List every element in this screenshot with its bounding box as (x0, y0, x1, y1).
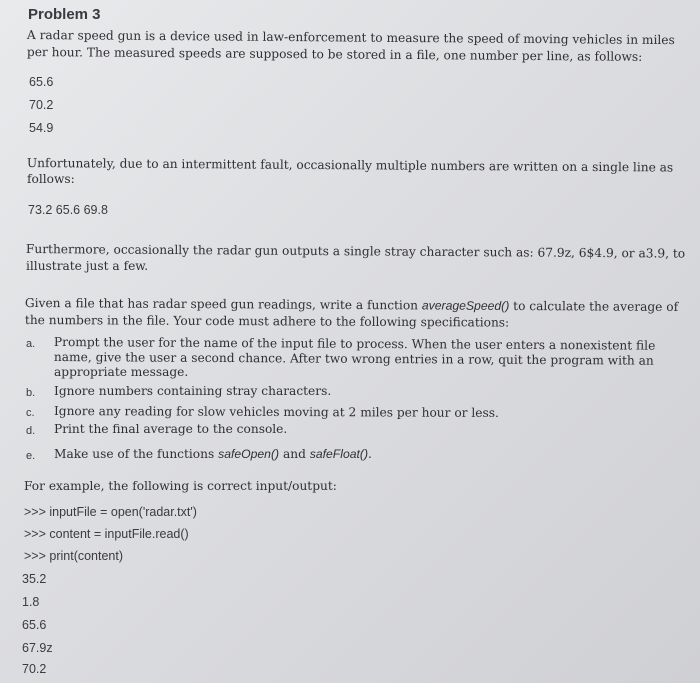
spec-text: and (279, 447, 310, 461)
spec-item-label: c. (26, 407, 35, 419)
multi-line-sample: 73.2 65.6 69.8 (28, 203, 108, 217)
stray-line-1: Furthermore, occasionally the radar gun outputs a single stray character such as: 67.9z, 6$4.9, or a3.9, to (25, 241, 686, 261)
function-name: safeOpen() (218, 447, 280, 461)
spec-item-label: e. (26, 450, 36, 462)
output-value: 1.8 (22, 595, 40, 609)
fault-line-1: Unfortunately, due to an intermittent fault, occasionally multiple numbers are written on a single line as (26, 155, 674, 175)
spec-item-text: name, give the user a second chance. After two wrong entries in a row, quit the program with an (53, 350, 654, 368)
function-name: averageSpeed() (421, 298, 510, 313)
task-text: Given a file that has radar speed gun readings, write a function (24, 295, 422, 313)
fault-line-2: follows: (27, 172, 75, 186)
task-line-2: the numbers in the file. Your code must adhere to the following specifications: (24, 313, 510, 330)
problem-title: Problem 3 (28, 6, 101, 23)
code-line: >>> inputFile = open('radar.txt') (24, 505, 197, 519)
spec-item-text: Ignore any reading for slow vehicles moving at 2 miles per hour or less. (53, 404, 499, 420)
code-line: >>> content = inputFile.read() (24, 527, 189, 541)
sample-value: 65.6 (29, 75, 54, 89)
spec-item-text: Prompt the user for the name of the input file to process. When the user enters a nonexistent file (53, 335, 656, 353)
output-value: 67.9z (22, 641, 53, 655)
spec-item-text (54, 447, 372, 462)
spec-item-label: b. (26, 387, 36, 399)
spec-item-text: Print the final average to the console. (54, 422, 288, 436)
spec-text: Make use of the functions (54, 447, 219, 461)
task-text: to calculate the average of (509, 298, 679, 314)
output-value: 65.6 (22, 618, 47, 632)
spec-item-text: Ignore numbers containing stray characters. (54, 384, 332, 398)
example-intro: For example, the following is correct input/output: (24, 479, 337, 493)
stray-line-2: illustrate just a few. (26, 259, 149, 273)
spec-item-label: a. (26, 338, 36, 350)
code-line: >>> print(content) (24, 549, 124, 563)
spec-text: . (368, 447, 372, 461)
output-value: 70.2 (22, 662, 47, 676)
spec-item-label: d. (26, 425, 36, 437)
intro-line-1: A radar speed gun is a device used in law-enforcement to measure the speed of moving vehicles in miles (26, 27, 675, 48)
sample-value: 54.9 (29, 121, 54, 135)
sample-value: 70.2 (29, 98, 54, 112)
function-name: safeFloat() (309, 447, 368, 461)
spec-item-text: appropriate message. (54, 365, 189, 379)
intro-line-2: per hour. The measured speeds are supposed to be stored in a file, one number per line, as follows: (26, 44, 643, 64)
output-value: 35.2 (22, 572, 47, 586)
